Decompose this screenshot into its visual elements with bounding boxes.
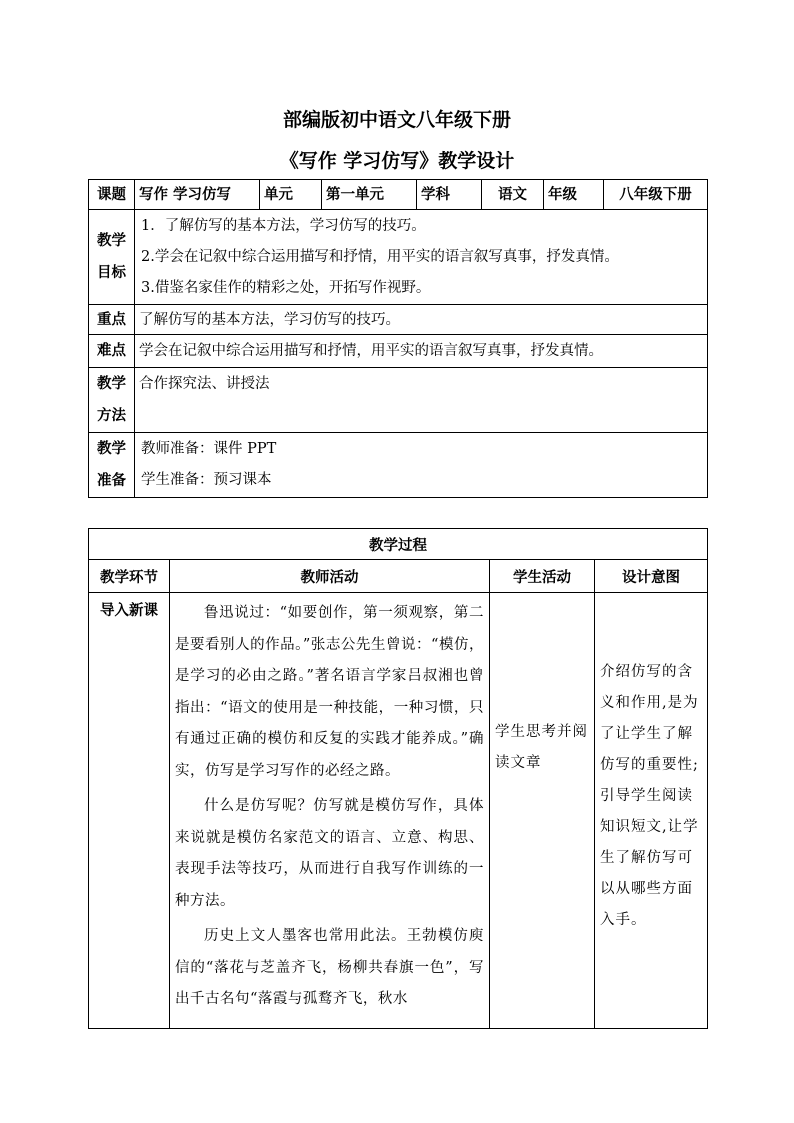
student-activity-cell <box>490 593 595 1029</box>
course-value: 写作 学习仿写 <box>135 180 260 210</box>
lesson-info-table <box>88 179 708 498</box>
stage-name: 导入新课 <box>89 593 170 1029</box>
intent-cell <box>595 593 708 1029</box>
unit-value: 第一单元 <box>322 180 417 210</box>
teacher-paragraph: 历史上文人墨客也常用此法。王勃模仿庾信的“落花与芝盖齐飞，杨柳共春旗一色”，写出千古名句“落霞与孤鹜齐飞，秋水 <box>175 928 484 1007</box>
goals-label: 教学 目标 <box>89 210 135 305</box>
col-student-header: 学生活动 <box>490 560 595 593</box>
method-value: 合作探究法、讲授法 <box>135 368 708 433</box>
col-stage-header: 教学环节 <box>89 560 170 593</box>
col-intent-header: 设计意图 <box>595 560 708 593</box>
key-point-value: 了解仿写的基本方法，学习仿写的技巧。 <box>135 305 708 335</box>
teacher-paragraph: 什么是仿写呢？仿写就是模仿写作，具体来说就是模仿名家范文的语言、立意、构思、表现手法等技巧，从而进行自我写作训练的一种方法。 <box>175 798 484 909</box>
difficulty-value: 学会在记叙中综合运用描写和抒情，用平实的语言叙写真事，抒发真情。 <box>135 335 708 368</box>
goals-content <box>135 210 708 305</box>
teacher-paragraph: 鲁迅说过：“如要创作，第一须观察，第二是要看别人的作品。”张志公先生曾说：“模仿，是学习的必由之路。”著名语言学家吕叔湘也曾指出：“语文的使用是一种技能，一种习惯，只有通过正确的模仿和反复的实践才能养成。”确实，仿写是学习写作的必经之路。 <box>175 605 484 779</box>
document-title: 部编版初中语文八年级下册 <box>282 109 511 131</box>
prep-content <box>135 433 708 498</box>
process-title: 教学过程 <box>89 529 708 560</box>
teacher-prep: 教师准备：课件 PPT <box>141 441 277 457</box>
difficulty-label: 难点 <box>89 335 135 368</box>
subject-value: 语文 <box>482 180 544 210</box>
goal-item: 3.借鉴名家佳作的精彩之处，开拓写作视野。 <box>141 279 431 296</box>
teacher-activity <box>170 593 490 1029</box>
document-subtitle: 《写作 学习仿写》教学设计 <box>279 150 515 172</box>
student-prep: 学生准备：预习课本 <box>141 472 272 488</box>
goal-item: 2.学会在记叙中综合运用描写和抒情，用平实的语言叙写真事，抒发真情。 <box>141 248 619 265</box>
unit-label: 单元 <box>260 180 322 210</box>
col-teacher-header: 教师活动 <box>170 560 490 593</box>
course-label: 课题 <box>89 180 135 210</box>
prep-label: 教学 准备 <box>89 433 135 498</box>
subject-label: 学科 <box>417 180 482 210</box>
method-label: 教学 方法 <box>89 368 135 433</box>
goal-item: 1．了解仿写的基本方法，学习仿写的技巧。 <box>141 217 426 234</box>
student-activity: 学生思考并阅读文章 <box>495 724 588 771</box>
grade-label: 年级 <box>544 180 604 210</box>
design-intent: 介绍仿写的含义和作用,是为了让学生了解仿写的重要性;引导学生阅读知识短文,让学生了解仿写可以从哪些方面入手。 <box>600 664 699 928</box>
grade-value: 八年级下册 <box>604 180 708 210</box>
key-point-label: 重点 <box>89 305 135 335</box>
teaching-process-table <box>88 528 708 1029</box>
